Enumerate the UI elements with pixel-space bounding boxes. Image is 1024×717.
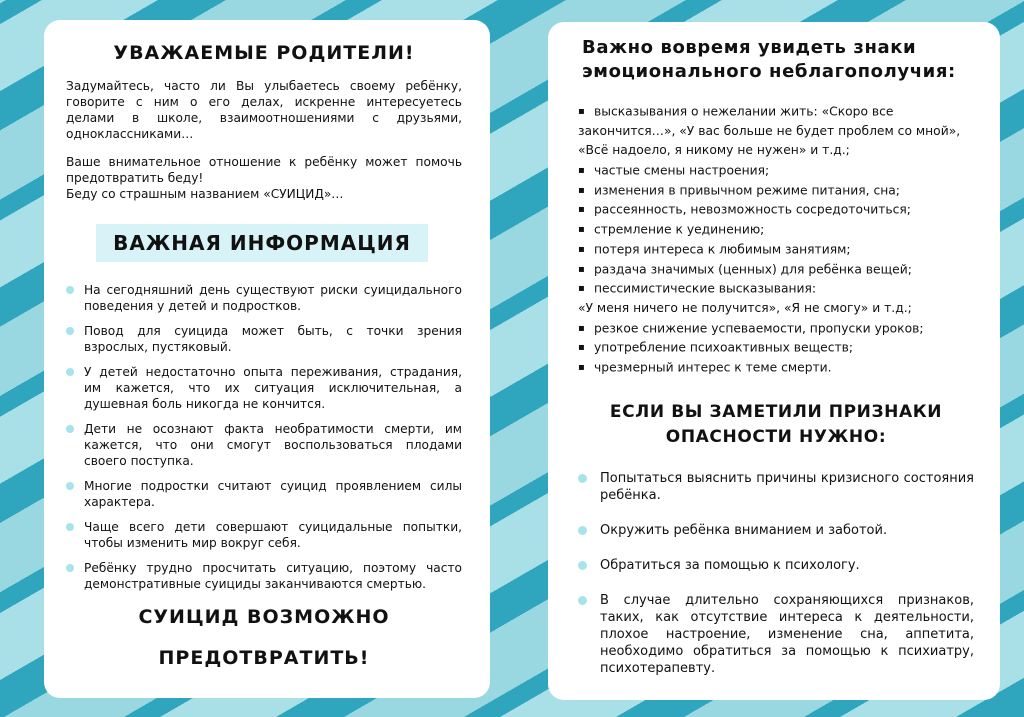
list-item: Многие подростки считают суицид проявлением силы характера. [66,478,462,510]
bullet-square-icon: ▪ [578,224,585,235]
bullet-dot-icon [578,474,587,483]
list-item: ▪ резкое снижение успеваемости, пропуски уроков; [578,319,974,339]
list-item: Попытаться выяснить причины кризисного состояния ребёнка. [578,470,974,504]
list-item: Окружить ребёнка вниманием и заботой. [578,522,974,539]
bullet-square-icon: ▪ [578,243,585,255]
bullet-square-icon: ▪ [578,342,585,354]
list-item: У детей недостаточно опыта переживания, страдания, им кажется, что их ситуация исключительная, а душевная боль никогда не кончится. [66,364,462,412]
list-item: ▪ раздача значимых (ценных) для ребёнка вещей; [578,260,974,280]
bullet-square-icon: ▪ [578,106,585,117]
list-item: ▪ чрезмерный интерес к теме смерти. [578,358,974,378]
actions-heading: ЕСЛИ ВЫ ЗАМЕТИЛИ ПРИЗНАКИ ОПАСНОСТИ НУЖНО: [609,401,943,447]
list-item: Обратиться за помощью к психологу. [578,557,974,574]
warning-signs-list [578,102,974,299]
bullet-square-icon: ▪ [578,263,585,275]
bullet-dot-icon [578,596,587,605]
bullet-square-icon: ▪ [578,204,585,216]
actions-list [578,470,974,677]
bullet-dot-icon [66,523,74,531]
closing-line-2: ПРЕДОТВРАТИТЬ! [158,647,370,669]
attention-paragraph: Ваше внимательное отношение к ребёнку может помочь предотвратить беду! [66,155,462,185]
list-item: ▪ высказывания о нежелании жить: «Скоро все закончится…», «У вас больше не будет проблем со мной», «Всё надоело, я никому не нужен» и т.д.; [578,102,974,161]
bullet-square-icon: ▪ [578,164,585,176]
list-item: ▪ стремление к уединению; [578,220,974,240]
list-item: Дети не осознают факта необратимости смерти, им кажется, что они смогут воспользоваться плодами своего поступка. [66,421,462,469]
suicide-warning-paragraph: Беду со страшным названием «СУИЦИД»… [66,187,344,201]
parents-heading: УВАЖАЕМЫЕ РОДИТЕЛИ! [113,42,415,64]
bullet-dot-icon [66,564,74,572]
bullet-square-icon: ▪ [578,362,585,373]
bullet-dot-icon [66,482,74,490]
closing-line-1: СУИЦИД ВОЗМОЖНО [138,606,390,628]
bullet-dot-icon [578,561,587,570]
bullet-dot-icon [66,286,74,294]
important-info-heading: ВАЖНАЯ ИНФОРМАЦИЯ [96,224,428,262]
list-item: Чаще всего дети совершают суицидальные попытки, чтобы изменить мир вокруг себя. [66,519,462,551]
bullet-dot-icon [578,526,587,535]
list-item: В случае длительно сохраняющихся признаков, таких, как отсутствие интереса к деятельности, плохое настроение, изменение сна, аппетита, необходимо обратиться за помощью к психиатру, психотерапевту. [578,592,974,677]
bullet-dot-icon [66,368,74,376]
warning-signs-heading: Важно вовремя увидеть знаки эмоционального неблагополучия: [582,37,956,82]
list-item: ▪ частые смены настроения; [578,161,974,181]
list-item: На сегодняшний день существуют риски суицидального поведения у детей и подростков. [66,282,462,314]
intro-paragraph: Задумайтесь, часто ли Вы улыбаетесь своему ребёнку, говорите с ним о его делах, искренне интересуетесь делами в школе, взаимоотношениями с друзьями, одноклассниками… [66,79,462,141]
list-item: ▪ потеря интереса к любимым занятиям; [578,240,974,260]
list-item: ▪ рассеянность, невозможность сосредоточиться; [578,200,974,220]
list-item: ▪ изменения в привычном режиме питания, сна; [578,181,974,201]
bullet-square-icon: ▪ [578,184,585,196]
list-item: Повод для суицида может быть, с точки зрения взрослых, пустяковый. [66,323,462,355]
important-info-list [66,282,462,592]
list-item: Ребёнку трудно просчитать ситуацию, поэтому часто демонстративные суициды заканчиваются смертью. [66,560,462,592]
list-item: ▪ пессимистические высказывания: [578,279,974,299]
right-panel [548,22,1000,700]
left-panel [44,20,490,698]
bullet-dot-icon [66,425,74,433]
list-item: ▪ употребление психоактивных веществ; [578,338,974,358]
pessimistic-quote: «У меня ничего не получится», «Я не смогу» и т.д.; [578,301,912,315]
warning-signs-list-continued [578,319,974,378]
bullet-square-icon: ▪ [578,322,585,334]
bullet-dot-icon [66,327,74,335]
bullet-square-icon: ▪ [578,283,585,295]
